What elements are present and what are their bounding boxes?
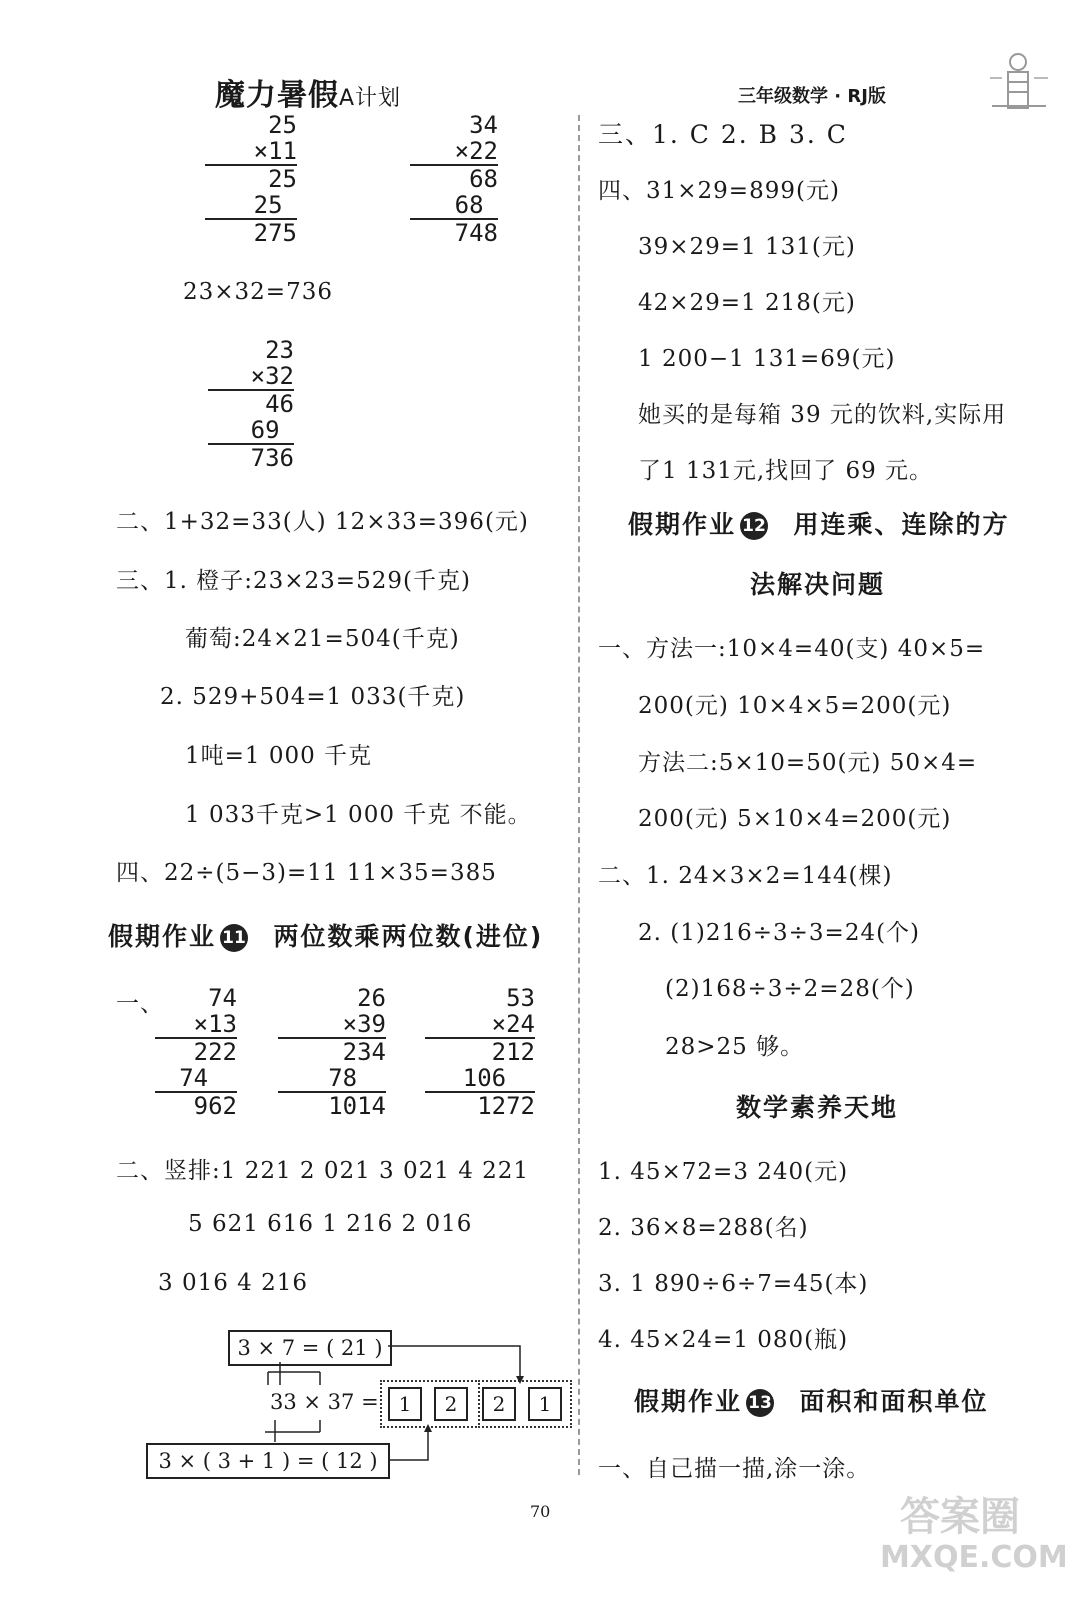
vertical-calc-26x39 (278, 985, 386, 1119)
vertical-calc-23x32 (208, 337, 294, 471)
section-title: 数学素养天地 (736, 1093, 899, 1122)
brand-title (215, 70, 401, 114)
diagram-arrows (140, 1320, 580, 1480)
answer-section-3-2: 2. 529+504=1 033(千克) (160, 684, 466, 710)
calc-row: 275 (253, 219, 297, 247)
calc-row: 74 (179, 984, 237, 1012)
hw11-q2-row1: 二、竖排:1 221 2 021 3 021 4 221 (116, 1158, 530, 1184)
page-number: 70 (530, 1502, 551, 1521)
calc-row: 53 (462, 984, 535, 1012)
answer-r18: 3. 1 890÷6÷7=45(本) (598, 1271, 869, 1297)
hw-label: 假期作业 (108, 922, 217, 951)
calc-row: 46 (236, 390, 294, 418)
answer-r19: 4. 45×24=1 080(瓶) (598, 1327, 849, 1353)
diagram-mid-eq: 33 × 37 = (270, 1390, 379, 1414)
homework-12-title-line2: 法解决问题 (750, 570, 886, 599)
diagram-top-eq: 3 × 7 = ( 21 ) (237, 1336, 383, 1360)
calc-row: ×22 (410, 138, 498, 166)
homework-12-title (628, 505, 1009, 541)
calc-row: 78 (278, 1065, 386, 1093)
answer-r2: 四、31×29=899(元) (598, 178, 840, 204)
hw11-q2-row3: 3 016 4 216 (158, 1270, 308, 1296)
diagram-bottom-eq: 3 × ( 3 + 1 ) = ( 12 ) (158, 1449, 378, 1473)
column-divider (578, 115, 580, 1475)
answer-compare: 1 033千克>1 000 千克 不能。 (185, 802, 532, 828)
homework-13-title (634, 1382, 988, 1418)
answer-r9: 200(元) 10×4×5=200(元) (638, 693, 952, 719)
hw-topic: 用连乘、连除的方 (793, 510, 1010, 539)
calc-row: 68 (440, 165, 498, 193)
calc-row: 222 (179, 1038, 237, 1066)
calc-row: 74 (155, 1065, 237, 1093)
answer-r7: 了1 131元,找回了 69 元。 (638, 458, 934, 484)
calc-row: 34 (440, 111, 498, 139)
diagram-digit: 2 (482, 1387, 516, 1421)
answer-r5: 1 200−1 131=69(元) (638, 346, 896, 372)
calc-row: ×24 (425, 1011, 535, 1039)
grade-label: 三年级数学 · RJ版 (738, 86, 886, 107)
answer-grape: 葡萄:24×21=504(千克) (185, 626, 460, 652)
calc-row: 23 (236, 336, 294, 364)
calc-row: 25 (239, 165, 297, 193)
brand-name: 魔力暑假 (215, 78, 339, 113)
calc-row: 25 (239, 111, 297, 139)
calc-row: ×13 (155, 1011, 237, 1039)
calc-row: 25 (205, 192, 297, 220)
calc-row: 1272 (477, 1092, 535, 1120)
answer-section-4: 四、22÷(5−3)=11 11×35=385 (116, 860, 497, 886)
hw-label: 假期作业 (634, 1387, 743, 1416)
calc-row: 212 (462, 1038, 535, 1066)
calc-row: 234 (313, 1038, 386, 1066)
equation-23x32: 23×32=736 (183, 279, 333, 305)
answer-r4: 42×29=1 218(元) (638, 290, 856, 316)
diagram-digit: 1 (388, 1387, 422, 1421)
answer-section-3-1: 三、1. 橙子:23×23=529(千克) (116, 568, 471, 594)
calc-row: 962 (179, 1092, 237, 1120)
calc-row: 69 (208, 417, 294, 445)
answer-r11: 200(元) 5×10×4=200(元) (638, 806, 952, 832)
hw-topic: 两位数乘两位数(进位) (273, 922, 544, 951)
answer-r12: 二、1. 24×3×2=144(棵) (598, 863, 893, 889)
answer-r6: 她买的是每箱 39 元的饮料,实际用 (638, 402, 1007, 428)
watermark-url: MXQE.COM (880, 1540, 1068, 1575)
vertical-calc-34x22 (410, 112, 498, 246)
answer-r3: 39×29=1 131(元) (638, 234, 856, 260)
calc-row: 106 (425, 1065, 535, 1093)
hw-number-badge: 13 (746, 1389, 774, 1417)
arrow-head (424, 1424, 432, 1432)
arrow-head (516, 1376, 524, 1384)
calc-row: 68 (410, 192, 498, 220)
hw11-q1-label: 一、 (116, 991, 164, 1017)
answer-r10: 方法二:5×10=50(元) 50×4= (638, 750, 978, 776)
diagram-digit: 1 (528, 1387, 562, 1421)
hw-number-badge: 12 (740, 512, 768, 540)
calc-row: 26 (313, 984, 386, 1012)
answer-ton: 1吨=1 000 千克 (185, 743, 373, 769)
answer-r14: (2)168÷3÷2=28(个) (665, 976, 915, 1002)
hw-topic: 面积和面积单位 (799, 1387, 989, 1416)
answer-r1: 三、1. C 2. B 3. C (598, 120, 848, 149)
answer-r20: 一、自己描一描,涂一涂。 (598, 1456, 871, 1482)
answer-r15: 28>25 够。 (665, 1034, 805, 1060)
hw-number-badge: 11 (220, 924, 248, 952)
brand-suffix: A计划 (339, 86, 402, 111)
vertical-calc-53x24 (425, 985, 535, 1119)
calc-row: 748 (454, 219, 498, 247)
calc-row: 736 (250, 444, 294, 472)
answer-r13: 2. (1)216÷3÷3=24(个) (638, 920, 921, 946)
answer-r17: 2. 36×8=288(名) (598, 1215, 809, 1241)
diagram-digit: 2 (434, 1387, 468, 1421)
vertical-calc-25x11 (205, 112, 297, 246)
vertical-calc-74x13 (155, 985, 237, 1119)
calc-row: ×39 (278, 1011, 386, 1039)
hw11-q2-row2: 5 621 616 1 216 2 016 (188, 1211, 473, 1237)
calc-row: 1014 (328, 1092, 386, 1120)
answer-section-2: 二、1+32=33(人) 12×33=396(元) (116, 509, 529, 535)
lighthouse-icon (984, 48, 1054, 112)
answer-r8: 一、方法一:10×4=40(支) 40×5= (598, 636, 986, 662)
hw-label: 假期作业 (628, 510, 737, 539)
watermark-logo: 答案圈 (900, 1494, 1020, 1540)
calc-row: ×11 (205, 138, 297, 166)
homework-11-title (108, 917, 543, 953)
calc-row: ×32 (208, 363, 294, 391)
answer-r16: 1. 45×72=3 240(元) (598, 1159, 849, 1185)
